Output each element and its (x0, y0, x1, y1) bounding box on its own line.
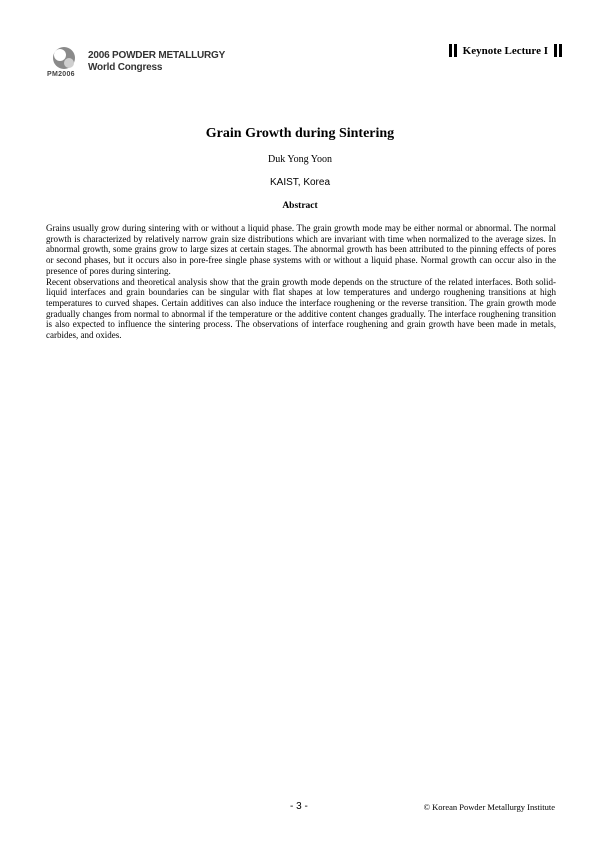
bar-divider-icon (454, 44, 457, 57)
author-name: Duk Yong Yoon (268, 154, 332, 165)
abstract-paragraph-1: Grains usually grow during sintering with or without a liquid phase. The grain growth mode may be either normal or abnormal. The normal growth is characterized by relatively narrow grain size distributions which are invariant with time when normalized to the average sizes. In abnormal growth, some grains grow to large sizes at certain stages. The abnormal growth has been attributed to the pinning effects of pores or second phases, but it occurs also in pore-free single phase systems with or without a liquid phase. Normal growth can occur also in the presence of pores during sintering. (46, 223, 556, 276)
abstract-paragraph-2: Recent observations and theoretical analysis show that the grain growth mode depends on the structure of the related interfaces. Both solid-liquid interfaces and grain boundaries can be singular with flat shapes at low temperatures and undergo roughening transitions at high temperatures to curved shapes. Certain additives can also induce the interface roughening or the reverse transition. The grain growth mode gradually changes from normal to abnormal if the temperature or the additive content changes gradually. The interface roughening transition is also expected to influence the sintering process. The observations of interface roughening and grain growth have been made in metals, carbides, and oxides. (46, 276, 556, 341)
page-number: - 3 - (290, 801, 308, 812)
congress-line-2: World Congress (88, 62, 163, 73)
paper-title: Grain Growth during Sintering (205, 126, 395, 141)
abstract-body (46, 223, 556, 341)
keynote-label: Keynote Lecture I (462, 44, 548, 57)
bar-divider-icon (554, 44, 557, 57)
affiliation: KAIST, Korea (269, 177, 331, 188)
bar-divider-icon (559, 44, 562, 57)
abstract-heading: Abstract (282, 201, 318, 211)
congress-line-1: 2006 POWDER METALLURGY (88, 50, 226, 61)
pm2006-logo-icon (44, 44, 84, 84)
copyright-notice: © Korean Powder Metallurgy Institute (423, 802, 555, 812)
keynote-badge (449, 44, 562, 57)
congress-name (88, 50, 225, 74)
logo-label: PM2006 (47, 71, 75, 78)
bar-divider-icon (449, 44, 452, 57)
